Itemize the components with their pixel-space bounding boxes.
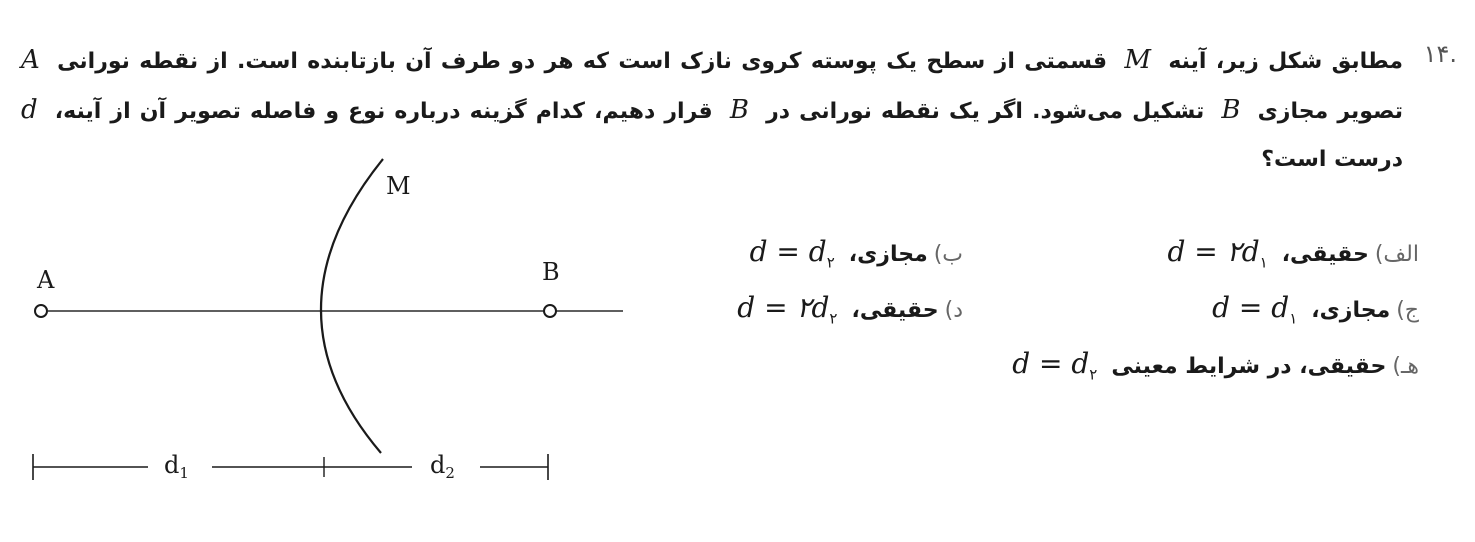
question-text-part5: قرار دهیم، کدام گزینه درباره نوع و فاصله تصویر آن از آینه، bbox=[54, 99, 713, 124]
option-equation: $d = d_۲$ bbox=[1012, 347, 1098, 384]
label-M: M bbox=[386, 172, 411, 200]
label-B: B bbox=[542, 258, 560, 286]
option-label: ب) bbox=[933, 242, 963, 267]
option-text: حقیقی، bbox=[851, 298, 939, 323]
option-alef[interactable] bbox=[1167, 234, 1419, 281]
option-label: د) bbox=[944, 298, 963, 323]
variable-d: d bbox=[21, 95, 38, 125]
option-label: ج) bbox=[1396, 298, 1419, 323]
point-A bbox=[35, 305, 47, 317]
question-text-part2: قسمتی از سطح یک پوسته کروی نازک است که هر دو طرف آن بازتابنده است. از نقطه نورانی bbox=[57, 49, 1107, 74]
question-text-part1: مطابق شکل زیر، آینه bbox=[1168, 49, 1403, 74]
label-d1: $d_1$ bbox=[164, 451, 189, 482]
option-equation: $d = ۲d_۱$ bbox=[1167, 235, 1268, 272]
option-equation: $d = d_۲$ bbox=[749, 235, 835, 272]
mirror-arc bbox=[321, 159, 383, 453]
mirror-diagram bbox=[0, 140, 660, 500]
variable-M: M bbox=[1124, 45, 1151, 75]
option-equation: $d = ۲d_۲$ bbox=[737, 291, 838, 328]
point-B bbox=[544, 305, 556, 317]
option-equation: $d = d_۱$ bbox=[1212, 291, 1298, 328]
label-A: A bbox=[37, 266, 55, 294]
label-d2: $d_2$ bbox=[430, 451, 455, 482]
option-jim[interactable] bbox=[1212, 290, 1419, 337]
option-text: حقیقی، bbox=[1281, 242, 1369, 267]
distance-d2 bbox=[324, 451, 548, 482]
option-dal[interactable] bbox=[737, 290, 963, 337]
question-text-part4: تشکیل می‌شود. اگر یک نقطه نورانی در bbox=[766, 99, 1205, 124]
option-text: حقیقی، در شرایط معینی bbox=[1111, 354, 1387, 379]
distance-d1 bbox=[33, 451, 324, 482]
variable-B: B bbox=[1221, 95, 1241, 125]
option-text: مجازی، bbox=[848, 242, 928, 267]
option-label: هـ) bbox=[1392, 354, 1419, 379]
variable-B2: B bbox=[729, 95, 749, 125]
question-number: ۱۴. bbox=[1423, 40, 1457, 68]
option-he[interactable] bbox=[1012, 346, 1419, 393]
question-text-part6: درست است؟ bbox=[1261, 147, 1403, 172]
question-text-part3: تصویر مجازی bbox=[1257, 99, 1404, 124]
option-label: الف) bbox=[1374, 242, 1419, 267]
option-text: مجازی، bbox=[1311, 298, 1391, 323]
variable-A: A bbox=[21, 45, 40, 75]
option-be[interactable] bbox=[750, 234, 963, 281]
